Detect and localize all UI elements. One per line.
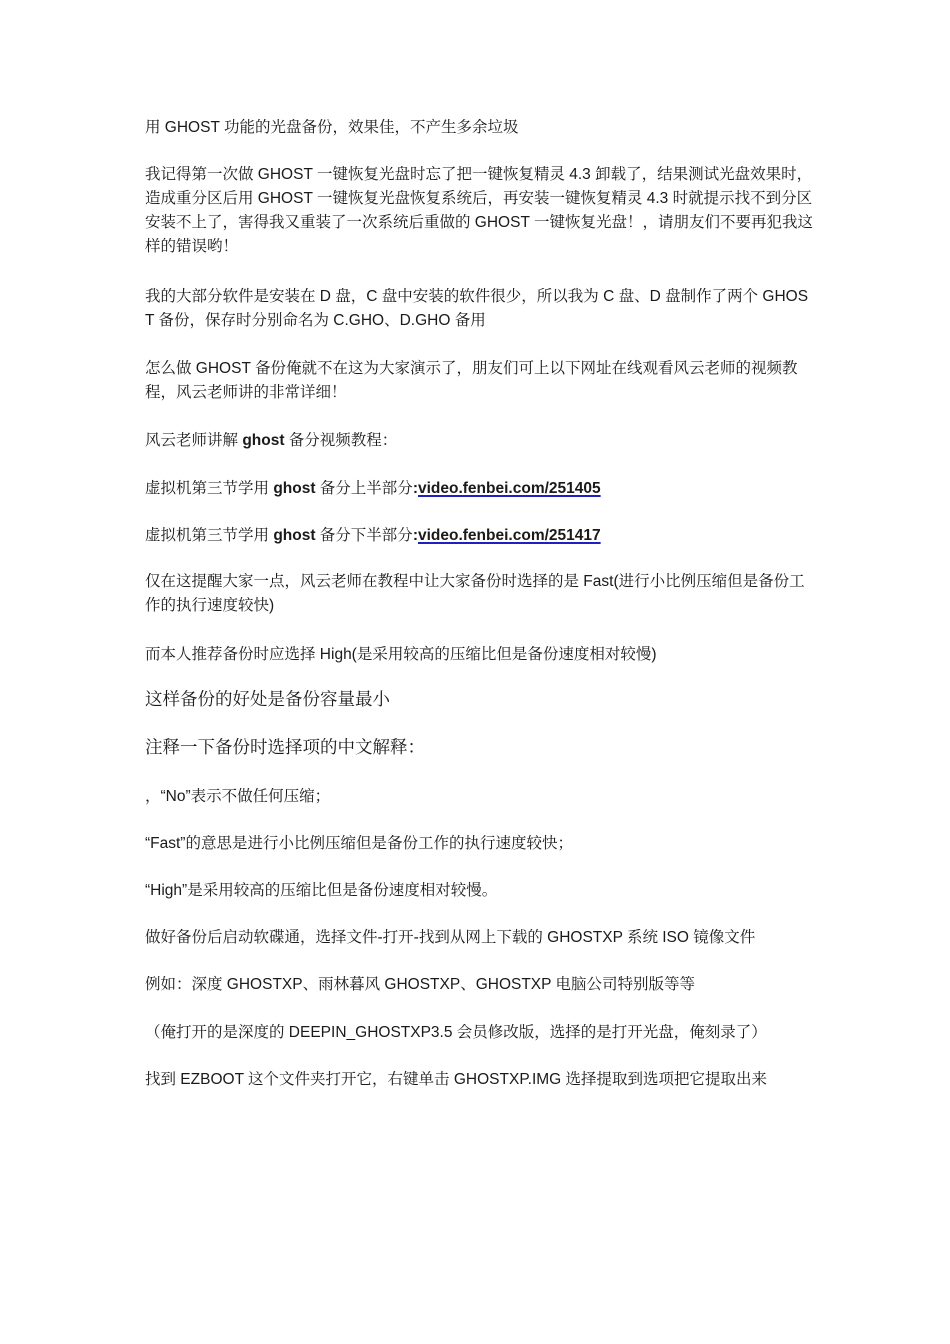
paragraph-mine: （俺打开的是深度的 DEEPIN_GHOSTXP3.5 会员修改版，选择的是打开光盘，俺刻录了） [145,1024,767,1041]
paragraph-annotate: 注释一下备份时选择项的中文解释： [145,738,425,758]
tutorial-heading-bold: ghost [242,432,285,449]
video-upper-line [145,477,815,501]
option-high: “High”是采用较高的压缩比但是备份速度相对较慢。 [145,882,498,899]
video-upper-bold: ghost [273,480,316,497]
paragraph-after-backup: 做好备份后启动软碟通，选择文件-打开-找到从网上下载的 GHOSTXP 系统 ISO 镜像文件 [145,929,756,946]
video-lower-colon: : [412,527,418,544]
tutorial-heading [145,429,815,453]
video-lower-line [145,524,815,548]
video-lower-link[interactable]: video.fenbei.com/251417 [417,527,601,544]
video-upper-link[interactable]: video.fenbei.com/251405 [417,480,601,497]
tutorial-heading-suffix: 备分视频教程： [284,432,398,449]
paragraph-benefit: 这样备份的好处是备份容量最小 [145,690,390,710]
option-fast: “Fast”的意思是进行小比例压缩但是备份工作的执行速度较快； [145,835,573,852]
paragraph-ezboot: 找到 EZBOOT 这个文件夹打开它，右键单击 GHOSTXP.IMG 选择提取到选项把它提取出来 [145,1071,768,1088]
tutorial-heading-prefix: 风云老师讲解 [145,432,243,449]
paragraph-reminder: 仅在这提醒大家一点，风云老师在教程中让大家备份时选择的是 Fast(进行小比例压缩但是备份工作的执行速度较快) [145,573,805,614]
video-lower-bold: ghost [273,527,316,544]
title-line: 用 GHOST 功能的光盘备份，效果佳，不产生多余垃圾 [145,119,519,136]
video-upper-colon: : [412,480,418,497]
paragraph-first-time: 我记得第一次做 GHOST 一键恢复光盘时忘了把一键恢复精灵 4.3 卸载了，结果测试光盘效果时，造成重分区后用 GHOST 一键恢复光盘恢复系统后，再安装一键恢复精灵 4.3 时就提示找不到分区安装不上了，害得我又重装了一次系统后重做的 GHOST 一键恢复光盘！，请朋友们不要再犯我这样的错误哟！ [145,166,813,255]
paragraph-software: 我的大部分软件是安装在 D 盘，C 盘中安装的软件很少，所以我为 C 盘、D 盘制作了两个 GHOST 备份，保存时分别命名为 C.GHO、D.GHO 备用 [145,288,809,329]
option-no: ，“No”表示不做任何压缩； [145,788,331,805]
paragraph-recommend: 而本人推荐备份时应选择 High(是采用较高的压缩比但是备份速度相对较慢) [145,646,657,663]
video-lower-middle: 备分下半部分 [315,527,413,544]
video-upper-middle: 备分上半部分 [315,480,413,497]
paragraph-example: 例如：深度 GHOSTXP、雨林暮风 GHOSTXP、GHOSTXP 电脑公司特别版等等 [145,976,696,993]
video-lower-prefix: 虚拟机第三节学用 [145,527,274,544]
video-upper-prefix: 虚拟机第三节学用 [145,480,274,497]
paragraph-how-to: 怎么做 GHOST 备份俺就不在这为大家演示了，朋友们可上以下网址在线观看风云老师的视频教程，风云老师讲的非常详细！ [145,360,798,401]
